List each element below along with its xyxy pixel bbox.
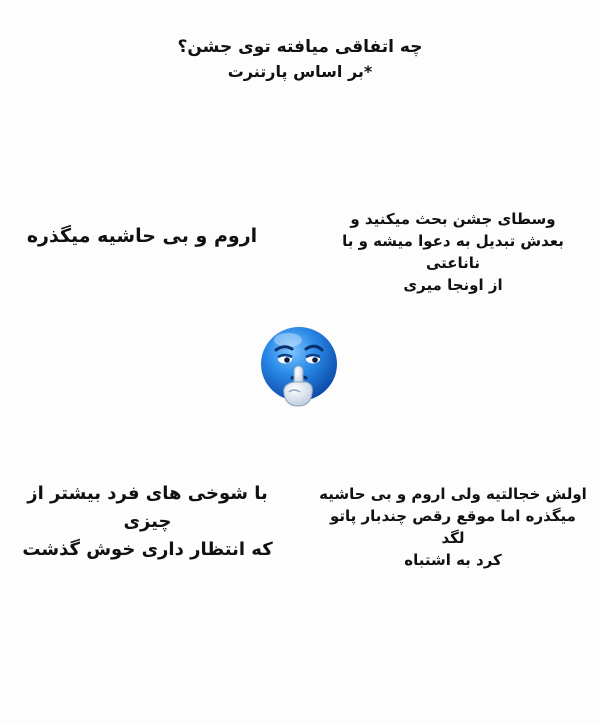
option-line: اولش خجالتیه ولی اروم و بی حاشیه [319,485,587,503]
option-line: وسطای جشن بحث میکنید و [350,210,556,228]
page-subtitle: *بر اساس پارتنرت [227,62,373,81]
option-top-left [22,222,262,250]
option-line: میگذره اما موقع رقص چندبار پاتو لگد [330,507,576,547]
hand [284,382,313,406]
page-title: چه اتفاقی میافته توی جشن؟ [177,37,423,57]
right-pupil [312,357,318,363]
left-pupil [284,357,290,363]
option-line: کرد به اشتباه [404,551,502,569]
option-line: بعدش تبدیل به دعوا میشه و با ناناعتی [342,232,564,272]
option-top-right [318,208,588,296]
shushing-face-icon [254,322,344,414]
option-line: از اونجا میری [403,276,503,294]
option-line: با شوخی های فرد بیشتر از چیزی [27,483,268,532]
header [0,34,600,84]
option-line: اروم و بی حاشیه میگذره [26,225,258,247]
face-highlight [274,333,302,347]
option-bottom-left [10,480,285,564]
option-bottom-right [318,483,588,571]
option-line: که انتظار داری خوش گذشت [22,539,273,560]
